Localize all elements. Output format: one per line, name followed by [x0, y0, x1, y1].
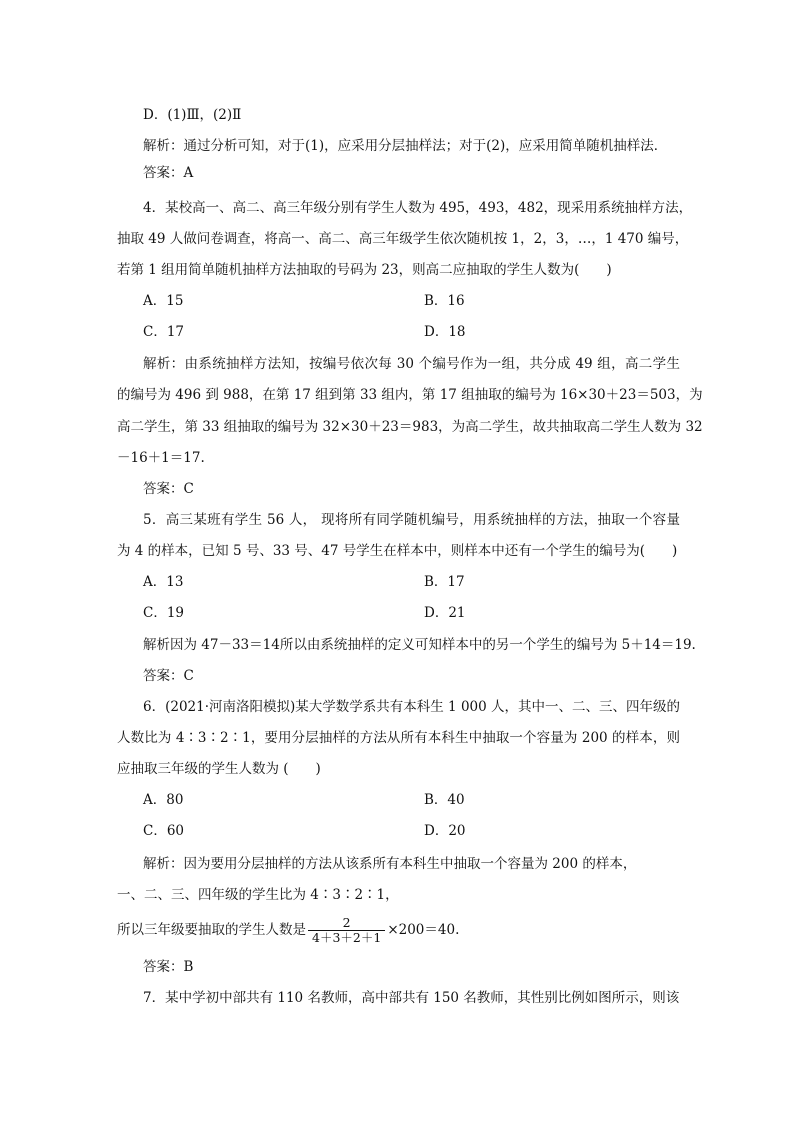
question-4-line-1: 4．某校高一、高二、高三年级分别有学生人数为 495，493，482，现采用系统抽样方法， [143, 200, 693, 216]
q5-option-b: B．17 [424, 574, 465, 590]
option-d-prev: D．(1)Ⅲ，(2)Ⅱ [143, 107, 242, 123]
fraction [308, 916, 385, 945]
analysis-4-line-4: －16＋1＝17. [117, 450, 205, 466]
question-4-line-2: 抽取 49 人做问卷调查，将高一、高二、高三年级学生依次随机按 1，2，3，…，1 470 编号， [117, 231, 689, 247]
answer-3: 答案：A [143, 165, 194, 181]
q6-option-a: A．80 [143, 792, 184, 808]
q5-option-c: C．19 [143, 605, 185, 621]
question-7-line-1: 7．某中学初中部共有 110 名教师，高中部共有 150 名教师，其性别比例如图所示，则该 [143, 990, 680, 1006]
q6-option-b: B．40 [424, 792, 465, 808]
analysis-4-line-3: 高二学生，第 33 组抽取的编号为 32×30＋23＝983，为高二学生，故共抽取高二学生人数为 32 [117, 419, 703, 435]
q4-option-b: B．16 [424, 293, 465, 309]
analysis-6-line-1: 解析：因为要用分层抽样的方法从该系所有本科生中抽取一个容量为 200 的样本， [143, 856, 637, 872]
answer-5: 答案：C [143, 668, 194, 684]
q6-option-c: C．60 [143, 823, 185, 839]
fraction-denominator: 4＋3＋2＋1 [308, 930, 385, 945]
analysis-3: 解析：通过分析可知，对于(1)，应采用分层抽样法；对于(2)，应采用简单随机抽样法． [143, 138, 668, 154]
q4-option-c: C．17 [143, 324, 185, 340]
q5-option-a: A．13 [143, 574, 184, 590]
q4-option-d: D．18 [424, 324, 466, 340]
analysis-6-line-2: 一、二、三、四年级的学生比为 4∶3∶2∶1， [117, 887, 399, 903]
question-6-line-2: 人数比为 4∶3∶2∶1，要用分层抽样的方法从所有本科生中抽取一个容量为 200 的样本，则 [117, 730, 680, 746]
question-6-line-3: 应抽取三年级的学生人数为 ( ) [117, 761, 321, 777]
fraction-numerator: 2 [342, 915, 351, 930]
q5-option-d: D．21 [424, 605, 466, 621]
question-6-line-1: 6．(2021·河南洛阳模拟)某大学数学系共有本科生 1 000 人，其中一、二、三、四年级的 [143, 699, 680, 715]
answer-6: 答案：B [143, 959, 194, 975]
analysis-4-line-1: 解析：由系统抽样方法知，按编号依次每 30 个编号作为一组，共分成 49 组，高二学生 [143, 356, 680, 372]
analysis-6-text-post: ×200＝40. [387, 922, 460, 938]
analysis-6-line-3 [117, 913, 459, 947]
question-5-line-1: 5．高三某班有学生 56 人， 现将所有同学随机编号，用系统抽样的方法，抽取一个容量 [143, 512, 680, 528]
q4-option-a: A．15 [143, 293, 184, 309]
analysis-5: 解析因为 47－33＝14所以由系统抽样的定义可知样本中的另一个学生的编号为 5＋14＝19. [143, 637, 696, 653]
question-5-line-2: 为 4 的样本，已知 5 号、33 号、47 号学生在样本中，则样本中还有一个学生的编号为( ) [117, 543, 678, 559]
analysis-6-text-pre: 所以三年级要抽取的学生人数是 [117, 922, 306, 938]
q6-option-d: D．20 [424, 823, 466, 839]
analysis-4-line-2: 的编号为 496 到 988，在第 17 组到第 33 组内，第 17 组抽取的编号为 16×30＋23＝503，为 [117, 387, 703, 403]
question-4-line-3: 若第 1 组用简单随机抽样方法抽取的号码为 23，则高二应抽取的学生人数为( ) [117, 262, 612, 278]
answer-4: 答案：C [143, 481, 194, 497]
